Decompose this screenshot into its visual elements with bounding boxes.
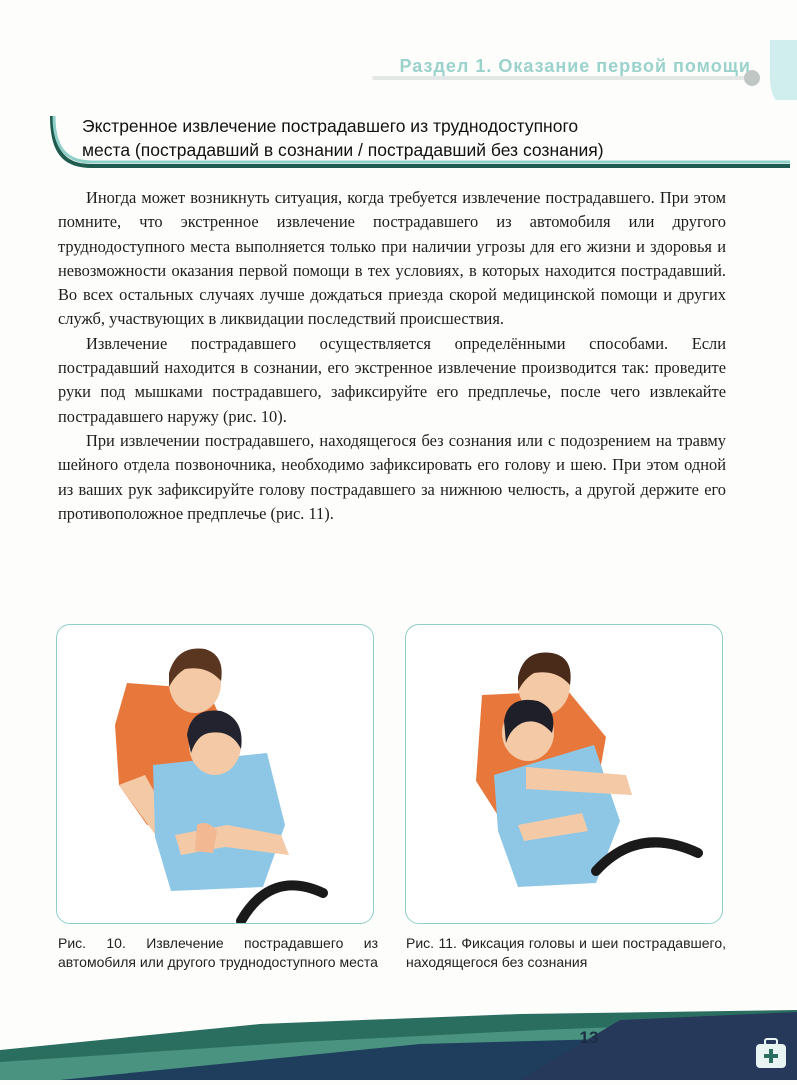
figure-11-illustration: [406, 625, 722, 923]
paragraph: Иногда может возникнуть ситуация, когда требуется извлечение пострадавшего. При этом помните, что экстренное извлечение пострадавшего из автомобиля или другого труднодоступного места выполняется только при наличии угрозы для его жизни и здоровья и невозможности оказания первой помощи в тех условиях, в которых находится пострадавший. Во всех остальных случаях лучше дождаться приезда скорой медицинской помощи и других служб, участвующих в ликвидации последствий происшествия.: [58, 188, 726, 329]
figure-10: [56, 624, 374, 924]
page-header: [0, 0, 797, 100]
paragraph: Извлечение пострадавшего осуществляется определёнными способами. Если пострадавший находится в сознании, его экстренное извлечение производится так: проведите руки под мышками пострадавшего, зафиксируйте его предплечье, после чего извлекайте пострадавшего наружу (рис. 10).: [58, 333, 726, 426]
paragraph: При извлечении пострадавшего, находящегося без сознания или с подозрением на травму шейного отдела позвоночника, необходимо зафиксировать его голову и шею. При этом одной из ваших рук зафиксируйте голову пострадавшего за нижнюю челюсть, а другой держите его противоположное предплечье (рис. 11).: [58, 430, 726, 523]
topic-title-line-1: Экстренное извлечение пострадавшего из труднодоступного: [82, 116, 579, 136]
topic-title-line-2: места (пострадавший в сознании / пострадавший без сознания): [82, 140, 604, 160]
section-title: Раздел 1. Оказание первой помощи: [399, 56, 751, 76]
body-text: [58, 186, 726, 526]
page-number: 13: [579, 1028, 599, 1047]
figure-10-caption: Рис. 10. Извлечение пострадавшего из автомобиля или другого труднодоступного места: [58, 935, 378, 970]
figure-11-caption: Рис. 11. Фиксация головы и шеи пострадавшего, находящегося без сознания: [406, 935, 726, 970]
figure-10-illustration: [57, 625, 373, 923]
header-decoration: [0, 0, 797, 100]
first-aid-kit-icon: [752, 1036, 792, 1072]
page-footer: [0, 990, 797, 1080]
footer-decoration: [0, 990, 797, 1080]
figure-11: [405, 624, 723, 924]
topic-title: [82, 114, 782, 162]
topic-heading: [48, 112, 790, 170]
